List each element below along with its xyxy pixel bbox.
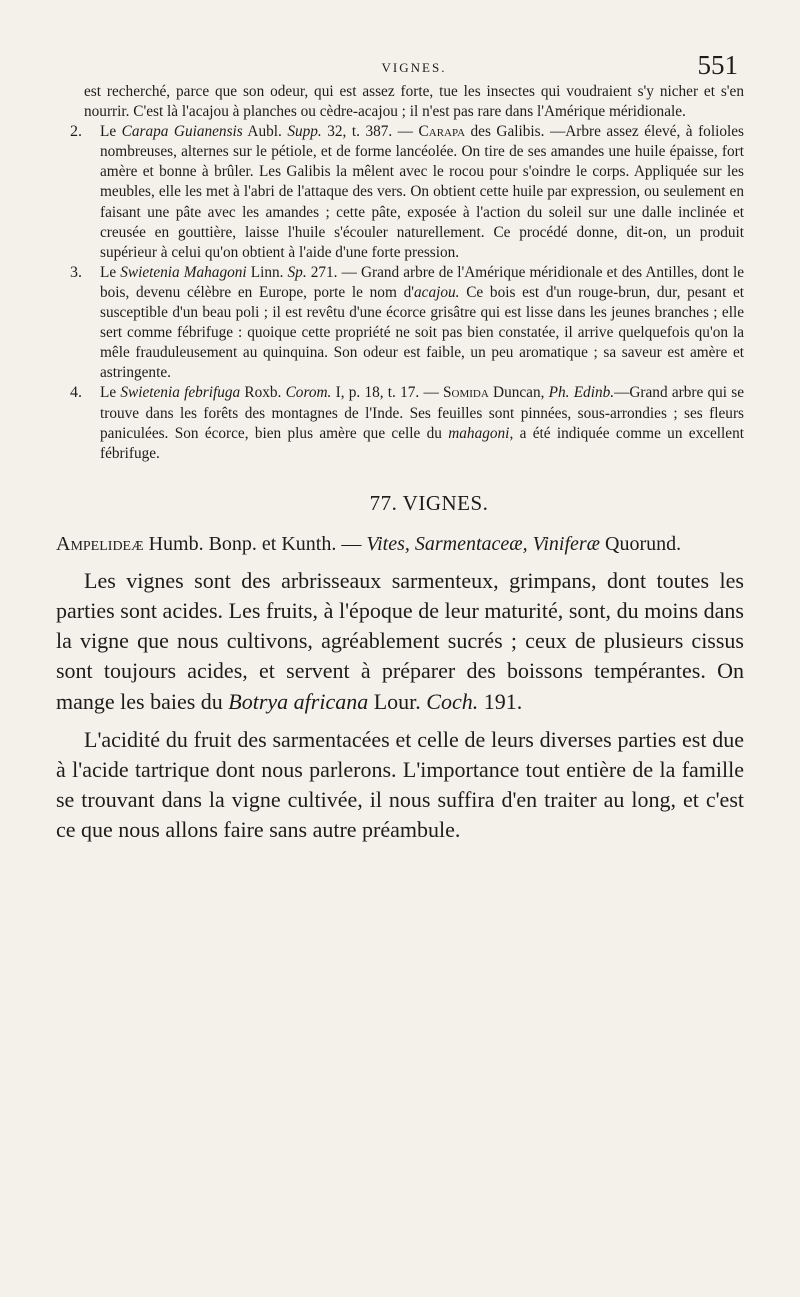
species-author: Roxb. xyxy=(240,384,286,402)
species-entry-2 xyxy=(70,122,744,263)
paragraph-text: Lour. xyxy=(368,688,427,714)
reference-detail: I, p. 18, t. 17. — xyxy=(331,384,443,402)
species-entry-3 xyxy=(70,263,744,384)
reference-title: Coch. xyxy=(426,688,479,714)
family-synonyms: Vites, Sarmentaceæ, Viniferæ xyxy=(366,532,601,555)
paragraph-text: 191. xyxy=(478,688,523,714)
body-text xyxy=(56,566,744,846)
species-author: Aubl. xyxy=(242,123,288,141)
running-title: VIGNES. xyxy=(381,60,447,75)
entry-text-italic-2: mahagoni xyxy=(448,424,510,442)
entry-number: 4. xyxy=(70,384,82,402)
reference-detail: 271. — Grand arbre de l'Amérique méridionale et des Antilles, dont le bois, devenu célèbre en Europe, porte le nom d' xyxy=(100,263,744,301)
entry-text: des Galibis. —Arbre assez élevé, à folioles nombreuses, alternes sur le pétiole, et de forme lancéolée. On tire de ses amandes une huile épaisse, fort amère et bonne à brûler. Les Galibis la mêlent avec le rocou pour s'oindre le corps. Appliquée sur les meubles, elle les met à l'abri de l'attaque des vers. On obtient cette huile par expression, ou seulement en faisant une pâte avec les amandes ; cette pâte, exposée à l'action du soleil sur une dalle inclinée et creusée en gouttière, laisse l'huile s'écouler naturellement. Ce procédé donne, dit-on, un produit supérieur à celui qu'on obtient à l'aide d'une forte pression. xyxy=(100,123,744,261)
entry-text-italic: Ph. Edinb. xyxy=(548,384,615,402)
entry-prefix: Le xyxy=(100,384,121,402)
reference-title: Sp. xyxy=(287,263,307,281)
family-authors: Humb. Bonp. et Kunth. — xyxy=(143,532,367,555)
entry-text-end: , a été indiquée comme un excellent fébrifuge. xyxy=(100,424,744,462)
body-paragraph-2: L'acidité du fruit des sarmentacées et celle de leurs diverses parties est due à l'acide tartrique dont nous parlerons. L'importance tout entière de la famille se trouvant dans la vigne cultivée, il nous suffira d'en traiter au long, et c'est ce que nous allons faire sans autre préambule. xyxy=(56,726,744,843)
body-paragraph-1 xyxy=(56,566,744,717)
entry-number: 2. xyxy=(70,123,82,141)
vernacular-name: Carapa xyxy=(418,123,466,141)
species-name: Botrya africana xyxy=(228,688,369,714)
entry-number: 3. xyxy=(70,263,82,281)
family-name: Ampelideæ xyxy=(56,532,144,555)
species-entry-4 xyxy=(70,383,744,463)
small-print-block xyxy=(70,82,744,464)
species-author: Linn. xyxy=(246,263,288,281)
entry-prefix: Le xyxy=(100,263,121,281)
vernacular-name: Somida xyxy=(443,384,489,402)
species-name: Carapa Guianensis xyxy=(121,123,243,141)
family-end: Quorund. xyxy=(600,532,682,555)
entry-prefix: Le xyxy=(100,123,122,141)
species-name: Swietenia Mahagoni xyxy=(120,263,247,281)
page-number: 551 xyxy=(697,50,738,80)
running-header xyxy=(84,48,744,82)
continuation-paragraph: est recherché, parce que son odeur, qui est assez forte, tue les insectes qui voudraient s'y nicher et s'en nourrir. C'est là l'acajou à planches ou cèdre-acajou ; il n'est pas rare dans l'Amérique méridionale. xyxy=(84,83,744,121)
paragraph-text: Les vignes sont des arbrisseaux sarmenteux, grimpans, dont toutes les parties sont acides. Les fruits, à l'époque de leur maturité, sont, du moins dans la vigne que nous cultivons, agréablement sucrés ; ceux de plusieurs cissus sont toujours acides, et servent à préparer des boissons tempérantes. On mange les baies du xyxy=(56,567,744,714)
section-heading: 77. VIGNES. xyxy=(369,490,489,515)
species-name: Swietenia febrifuga xyxy=(120,384,241,402)
vernacular-name: acajou. xyxy=(414,283,460,301)
family-line xyxy=(56,530,744,558)
entry-text: Ce bois est d'un rouge-brun, dur, pesant et susceptible d'un beau poli ; il est revêtu d'une écorce grisâtre qui est lisse dans les jeunes branches ; elle sert comme fébrifuge : quoique cette propriété ne soit pas bien constatée, il arrive quelquefois qu'on la mêle frauduleusement au quinquina. Son odeur est faible, un peu aromatique ; sa saveur est amère et astringente. xyxy=(100,283,744,382)
reference-title: Corom. xyxy=(285,384,332,402)
reference-title: Supp. xyxy=(287,123,322,141)
entry-text: —Grand arbre qui se trouve dans les forêts des montagnes de l'Inde. Ses feuilles sont pinnées, sous-arrondies ; ses fleurs paniculées. Son écorce, bien plus amère que celle du xyxy=(100,384,744,442)
reference-detail: 32, t. 387. — xyxy=(321,123,419,141)
entry-text-a: Duncan, xyxy=(488,384,549,402)
